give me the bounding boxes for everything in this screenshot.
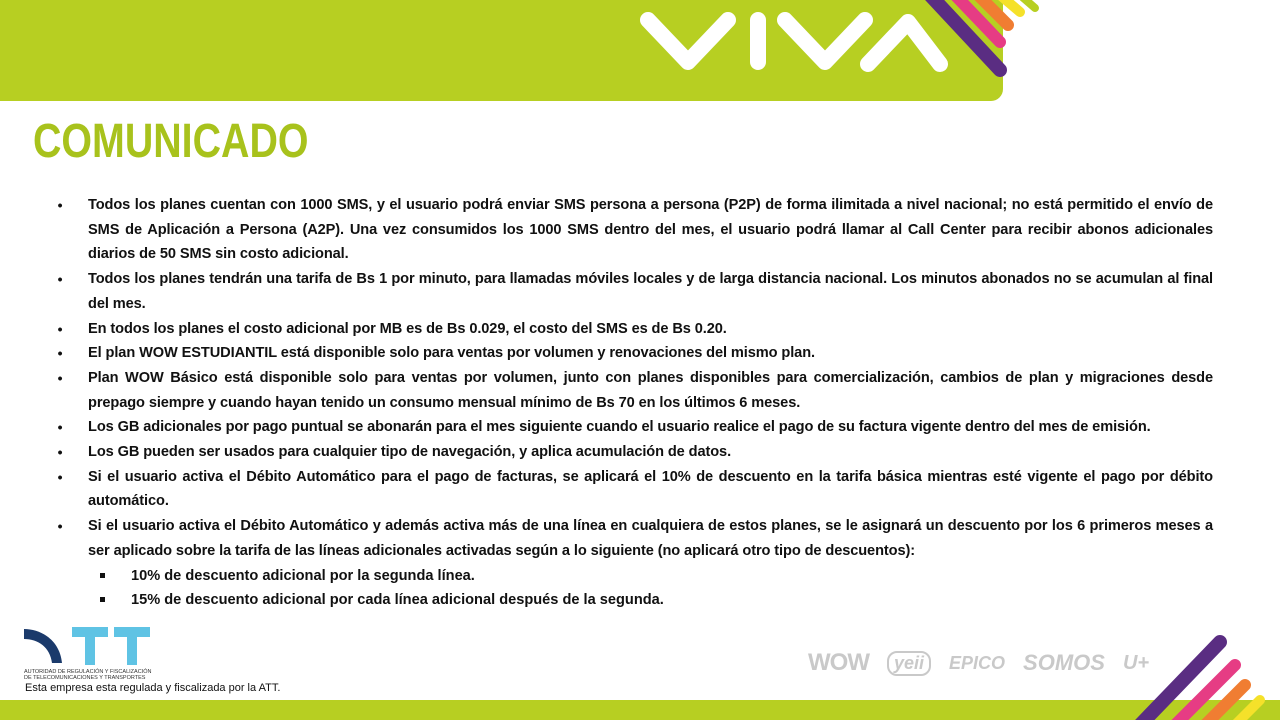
footer-band xyxy=(0,700,1280,720)
somos-logo: SOMOS xyxy=(1023,650,1105,675)
bullet-dot: • xyxy=(57,197,63,213)
bullet-dot: • xyxy=(57,345,63,362)
list-item xyxy=(55,415,1213,440)
page-title: COMUNICADO xyxy=(33,115,309,168)
bullet-dot: • xyxy=(57,468,63,485)
list-item-text: Plan WOW Básico está disponible solo para ventas por volumen, junto con planes disponibles para comercialización, cambios de plan y migraciones desde prepago siempre y cuando hayan tenido un consumo mensual mínimo de Bs 70 en los últimos 6 meses. xyxy=(88,369,1213,411)
list-item xyxy=(55,465,1213,514)
bullet-dot: • xyxy=(57,271,63,288)
list-item-text: Los GB adicionales por pago puntual se abonarán para el mes siguiente cuando el usuario realice el pago de su factura vigente dentro del mes de emisión. xyxy=(88,419,1151,436)
list-item xyxy=(55,366,1213,415)
att-logo xyxy=(22,623,172,683)
list-item xyxy=(55,514,1213,563)
header-stripes xyxy=(900,0,1060,80)
square-bullet-icon xyxy=(100,573,105,578)
wow-logo: WOW xyxy=(808,649,869,676)
list-item-text: Si el usuario activa el Débito Automático y además activa más de una línea en cualquiera de estos planes, se le asignará un descuento por los 6 primeros meses a ser aplicado sobre la tarifa de las líneas adicionales activadas según a lo siguiente (no aplicará otro tipo de descuentos): xyxy=(88,518,1213,559)
list-item xyxy=(55,440,1213,465)
att-caption: Esta empresa esta regulada y fiscalizada por la ATT. xyxy=(25,682,281,694)
list-item-text: Los GB pueden ser usados para cualquier tipo de navegación, y aplica acumulación de datos. xyxy=(88,444,732,461)
list-item xyxy=(55,317,1213,342)
brand-logos xyxy=(808,643,1168,683)
list-item xyxy=(55,267,1213,316)
yeii-logo: yeii xyxy=(887,651,931,676)
list-item xyxy=(55,341,1213,366)
list-item xyxy=(55,193,1213,267)
epico-logo: EPICO xyxy=(949,652,1006,673)
list-item-text: En todos los planes el costo adicional por MB es de Bs 0.029, el costo del SMS es de Bs 0.20. xyxy=(88,320,727,337)
square-bullet-icon xyxy=(100,597,105,602)
sub-list-item xyxy=(100,564,1213,589)
sub-bullet-list xyxy=(55,564,1213,613)
bullet-dot: • xyxy=(57,320,63,337)
sub-list-item-text: 15% de descuento adicional por cada línea adicional después de la segunda. xyxy=(131,592,664,609)
list-item-text: Todos los planes cuentan con 1000 SMS, y el usuario podrá enviar SMS persona a persona (P2P) de forma ilimitada a nivel nacional; no está permitido el envío de SMS de Aplicación a Persona (A2P). Una vez consumidos los 1000 SMS dentro del mes, el usuario podrá llamar al Call Center para recibir abonos adicionales diarios de 50 SMS sin costo adicional. xyxy=(88,197,1213,263)
list-item-text: Todos los planes tendrán una tarifa de Bs 1 por minuto, para llamadas móviles locales y de larga distancia nacional. Los minutos abonados no se acumulan al final del mes. xyxy=(88,271,1213,312)
sub-list-item xyxy=(100,588,1213,613)
att-org-line1: AUTORIDAD DE REGULACIÓN Y FISCALIZACIÓN xyxy=(24,669,152,675)
bullet-dot: • xyxy=(57,444,63,461)
sub-list-item-text: 10% de descuento adicional por la segunda línea. xyxy=(131,567,475,584)
announcement-body xyxy=(55,193,1213,613)
list-item-text: Si el usuario activa el Débito Automático para el pago de facturas, se aplicará el 10% de descuento en la tarifa básica mientras esté vigente el pago por débito automático. xyxy=(88,468,1213,510)
bullet-dot: • xyxy=(57,369,63,386)
att-org-line2: DE TELECOMUNICACIONES Y TRANSPORTES xyxy=(24,675,146,681)
bullet-dot: • xyxy=(57,518,63,535)
footer-stripes xyxy=(1130,630,1280,720)
bullet-list xyxy=(55,193,1213,564)
uplus-logo: U+ xyxy=(1122,651,1150,674)
list-item-text: El plan WOW ESTUDIANTIL está disponible solo para ventas por volumen y renovaciones del mismo plan. xyxy=(88,345,815,362)
bullet-dot: • xyxy=(57,419,63,436)
